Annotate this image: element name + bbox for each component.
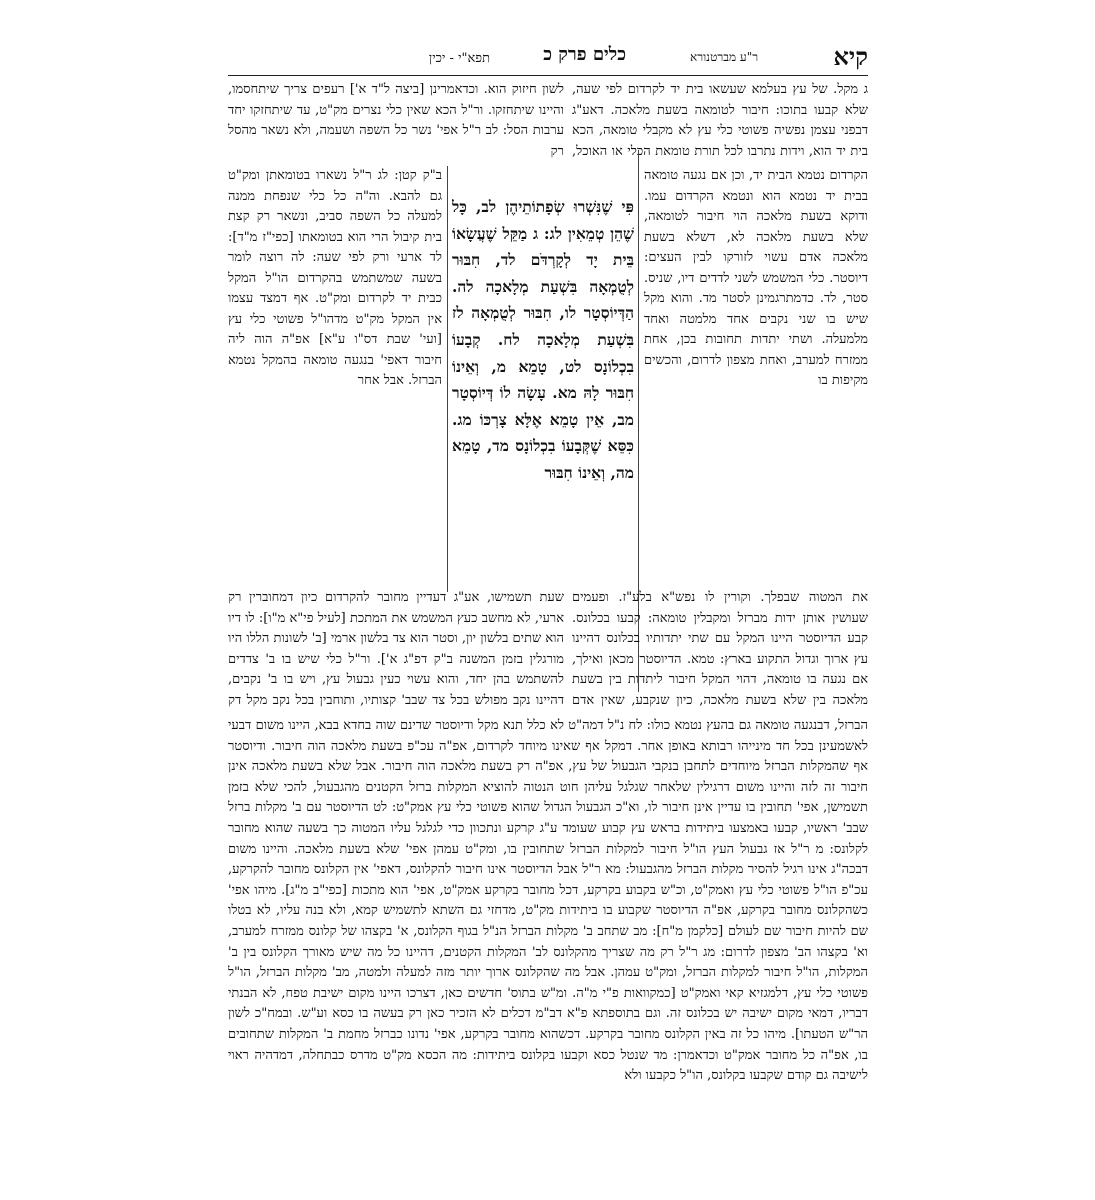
- bartenura-commentary-bottom: [572, 588, 868, 712]
- yachin-label: תפא"י - יכין: [428, 51, 490, 66]
- header-rule: [228, 75, 868, 76]
- bartenura-label: ר"ע מברטנורא: [690, 50, 759, 64]
- bartenura-commentary-side: [644, 166, 868, 584]
- mishnah-text-block: [452, 194, 634, 600]
- yachin-commentary-low: [228, 588, 564, 712]
- bartenura-text-side: הקרדום נטמא הבית יד, וכן אם נגעה טומאה בבית יד נטמא הוא ונטמא הקרדום עמו. ודוקא בשעת מלאכה הוי חיבור לטומאה, שלא בשעת מלאכה לא, דשלא בשעת מלאכה אדם עשוי לזורקו לבין העצים: דיוסטר. כלי המשמש לשני לדדים דיו, שניס. סטר, לד. כדמתרגמינן לסטר מד. והוא מקל שיש בו שני נקבים אחד מלמטה ואחד מלמעלה. ושתי יתדות תחובות בכן, אחת ממזרח למערב, ואחת מצפון לדרום, והכשים מקיפות בו: [644, 168, 868, 388]
- yachin-commentary-side: [228, 166, 442, 586]
- yachin-commentary-full: [228, 716, 868, 1174]
- page-number: קיא: [833, 42, 868, 71]
- bartenura-text-bottom: את המטוה שבפלך. וקורין לו נפש"א בלע"ז. ופעמים שעושין אותן ידות מברזל ומקבלין טומאה: קבעו בכלונס. קבע הדיוסטר היינו המקל עם שתי יתדותיו בכלונס דהיינו עץ ארוך וגדול התקוע בארץ: טמא. הדיוסטר מכאן ואילך, אם נגעה בו טומאה, דהוי המקל חיבור ליתדות בין בשעת מלאכה בין שלא בשעת מלאכה, כיון שנקבע, שאין אדם: [572, 590, 868, 708]
- bartenura-text-top: ג מקל. של עץ בעלמא שעשאו בית יד לקרדום לפי שעה, שלא קבעו בתוכו: חיבור לטומאה בשעת מלאכה. דאע"ג דבפני עצמן נפשיה פשוטי כלי עץ לא מקבלי טומאה, הכא בית יד הוא, וידות נתרבו לכל תורת טומאת הכלי או האוכל,: [572, 82, 868, 159]
- yachin-text-full: הברזל, דבנגעה טומאה גם בהעץ נטמא כולו: לח נ"ל דמה"ט לא כלל תנא מקל ודיוסטר שדינם שוה בחדא בבא, היינו משום דבעי לאשמעינן בכל חד מינייהו רבותא באופן אחר. דמקל אף שאינו מיוחד לקרדום, אפ"ה עכ"פ בשעת מלאכה הוה חיבור. ודיוסטר אף שהמקלות הברזל מיוחדים לתחבן בנקבי הגבעול של עץ, אפ"ה רק בשעת מלאכה הוה חיבור. אבל שלא בשעת מלאכה אינן חיבור זה לזה והיינו משום דרגילין שלאחר שגלגל עליהן חוט הנטוה להוציא המקלות ברזל הקטנים מהגבעול, להכי שלא בזמן תשמישן, אפי' תחובין בו עדיין אינן חיבור לו, וא"כ הגבעול הגדול שהוא פשוטי כלי עץ אמק"ט: לט הדיוסטר עם ב' מקלות ברזל שבב' ראשיו, קבעו באמצעו ביתידות בראש עץ קבוע שעומד ע"ג קרקע ונתכוון כדי לגלגל עליו המטוה כך בשעה שהוא מחובר לקלונס: מ ר"ל אז גבעול העץ הו"ל חיבור למקלות הברזל שתחובין בו, ומק"ט עמהן אפי' שלא בשעת מלאכה. והיינו משום דבכה"ג אינו רגיל להסיר מקלות הברזל מהגבעול: מא ר"ל אבל הדיוסטר אינו חיבור להקלונס, דאפי' אין הקלונס מחובר להקרקע, עכ"פ הו"ל פשוטי כלי עץ ואמק"ט, וכ"ש בקבוע בקרקע, דכל מחובר בקרקע אמק"ט, אפי' הוא מתכות [כפי"ב מ"ג]. מיהו אפי' כשהקלונס מחובר בקרקע, אפ"ה הדיוסטר שקבוע בו ביתידות מק"ט, מדחזי גם השתא לתשמיש קמא, ולא בנה עליו, לא בטלו שם להיות חיבור שם לעולם [כלקמן מ"ח]: מב שתחב ב' מקלות הברזל הנ"ל בגוף הקלונס, א' בקצהו של קלונס ממזרח למערב, וא' בקצהו הב' מצפון לדרום: מג ר"ל רק מה שצריך מהקלונס לב' המקלות הקטנים, דהיינו כל מה שיש מאורך הקלונס בין ב' המקלות, הו"ל חיבור למקלות הברזל, ומק"ט עמהן. אבל מה שהקלונס ארוך יותר מזה למעלה ולמטה, מב' מקלות הברזל, הו"ל פשוטי כלי עץ, דלמגזיא קאי ואמק"ט [כמקוואות פ"י מ"ה. ומ"ש בתוס' חדשים כאן, דצרכו היינו מקום ישיבת טפח, לא הבנתי דבריו, דמאי מקום ישיבה יש בכלונס זה. וגם בתוספתא פ"א דב"מ דכלים לא הזכיר כאן רק בעשה בו כסא וע"ש. ובמח"כ לשון הר"ש הטעתו]. מיהו כל זה באין הקלונס מחובר בקרקע. דכשהוא מחובר בקרקע, אפי' נדונו כברזל מחמת ב' המקלות שתחובים בו, אפ"ה כל מחובר אמק"ט וכדאמרן: מד שנטל כסא וקבעו בקלונס ביתידות: מה הכסא מק"ט מדרס כבתחלה, דמדהיה ראוי לישיבה גם קודם שקבעו בקלונס, הו"ל כקבעו ולא: [228, 718, 868, 1084]
- yachin-commentary-top: [228, 80, 564, 162]
- yachin-text-low: שעת תשמישו, אע"ג דעדיין מחובר להקרדום כיון דמחוברין רק ארעי, לא מחשב כעץ המשמש את המתכת [לעיל פי"א מ"ו]: לו דיו הוא שתים בלשון יון, וסטר הוא צד בלשון ארמי [ב' לשונות הללו היו מורגלין בזמן המשנה ב"ק דפ"ג א']. ור"ל כלי שיש בו ב' צדדים להשתמש בהן יחד, והוא עשוי כעין גבעול עץ, ויש בו ב' נקבים, דהיינו נקב מפולש בכל צד שבב' קצותיו, ותוחבין בכל נקב מקל דק: [228, 590, 564, 708]
- column-divider-left: [447, 166, 448, 592]
- yachin-text-top: לשון חיזוק הוא. וכדאמרינן [ביצה ל"ד א'] רעפים צריך שיתחסמו, והיינו שיתחזקו. ור"ל הכא שאין כלי נצרים מק"ט, עד שיתחזקו יחד ערבות הסל: לב ר"ל אפי' נשר כל השפה ושעמה, ולא נשאר מהסל רק: [228, 82, 564, 159]
- mishnah-text: פִּי שֶׁנִּשְׁרוּ שְׂפָתוֹתֵיהֶן לב, כָּל שֶׁהֵן טְמֵאִין לג: ג מַקֵּל שֶׁעֲשָׂאוֹ בֵּית יָד לְקָרְדֹּם לד, חִבּוּר לְטֻמְאָה בִּשְׁעַת מְלָאכָה לה. הַדְּיוֹסְטָר לו, חִבּוּר לְטֻמְאָה לז בִּשְׁעַת מְלָאכָה לח. קְבָעוֹ בִכְלוֹנָס לט, טָמֵא מ, וְאֵינוֹ חִבּוּר לָהּ מא. עָשָׂה לוֹ דְּיוֹסְטָר מב, אֵין טָמֵא אֶלָּא צָרְכּוֹ מג. כִּסֵּא שֶׁקְּבָעוֹ בִכְלוֹנָס מד, טָמֵא מה, וְאֵינוֹ חִבּוּר: [452, 197, 634, 482]
- yachin-text-side: ב"ק קטן: לג ר"ל נשארו בטומאתן ומק"ט גם להבא. וה"ה כל כלי שנפחת ממנה למעלה כל השפה סביב, ונשאר רק קצת בית קיבול הרי הוא בטומאתו [כפי"ז מ"ד]: לד ארעי ורק לפי שעה: לה רוצה לומר בשעה שמשתמש בהקרדום הו"ל המקל כבית יד לקרדום ומק"ט. אף דמצד עצמו אין המקל מק"ט מדהו"ל פשוטי כלי עץ [ועי' שבת דס"ו ע"א] אפ"ה הוה ליה חיבור דאפי' בנגעה טומאה בהמקל נטמא הברזל. אבל אחר: [228, 168, 442, 388]
- bartenura-commentary-top: [572, 80, 868, 162]
- tractate-title: כלים פרק כ: [543, 44, 626, 65]
